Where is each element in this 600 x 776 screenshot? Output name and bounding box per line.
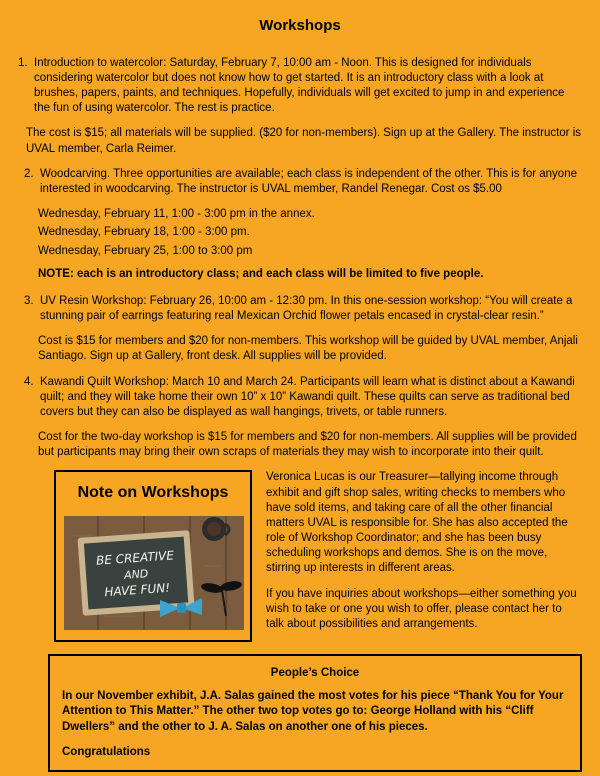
treasurer-paragraph: Veronica Lucas is our Treasurer—tallying income through exhibit and gift shop sales, writing checks to members who have sold items, and taking care of all the other financial matters UVAL is responsible for. She has also accepted the role of Workshop Coordinator; and she has been busy scheduling workshops and demos. She is on the move, stirring up interests in different areas. [266, 471, 568, 575]
workshop-1-text: Introduction to watercolor: Saturday, February 7, 10:00 am - Noon. This is designed for individuals considering watercolor but does not know how to get started. It is an introductory class with a look at brushes, papers, paints, and techniques. Hopefully, individuals will get excited to jump in and experience the fun of using watercolor. The rest is practice. [34, 56, 565, 115]
chalkboard-photo [64, 516, 244, 630]
chalk-text-line1: BE CREATIVE [95, 547, 175, 568]
item-number-4: 4. [24, 375, 34, 388]
item-number-1: 1. [18, 56, 28, 69]
peoples-choice-box [48, 654, 582, 772]
workshop-item-3 [24, 294, 582, 324]
peoples-choice-closing: Congratulations [62, 745, 151, 758]
item-number-3: 3. [24, 294, 34, 307]
peoples-choice-body: In our November exhibit, J.A. Salas gained the most votes for his piece “Thank You for Your Attention to This Matter.” The other two top votes go to: George Holland with his “Cliff Dwellers” and the other to J. A. Salas on another one of his pieces. [62, 690, 564, 733]
workshop-2-schedule-1: Wednesday, February 11, 1:00 - 3:00 pm in the annex. [38, 208, 315, 221]
note-on-workshops-box [54, 470, 252, 642]
inquiries-paragraph: If you have inquiries about workshops—either something you wish to take or one you wish to offer, please contact her to talk about possibilities and arrangements. [266, 587, 577, 630]
chalk-text-line3: HAVE FUN! [103, 580, 171, 599]
note-box-heading: Note on Workshops [77, 484, 229, 502]
chalkboard [77, 530, 194, 616]
workshop-2-text: Woodcarving. Three opportunities are available; each class is independent of the other. This is for anyone interested in woodcarving. The instructor is UVAL member, Randel Renegar. Cost os $5.00 [40, 167, 577, 195]
page-title: Workshops [259, 17, 341, 34]
workshop-item-4 [24, 375, 582, 421]
workshop-item-1 [18, 56, 582, 117]
workshop-2-note: NOTE: each is an introductory class; and each class will be limited to five people. [38, 267, 484, 280]
chalk-text-line2: AND [123, 566, 149, 582]
workshop-item-2 [24, 167, 582, 197]
note-side-text [266, 470, 582, 642]
note-on-workshops-section [54, 470, 582, 642]
workshop-3-cost: Cost is $15 for members and $20 for non-members. This workshop will be guided by UVAL member, Anjali Santiago. Sign up at Gallery, front desk. All supplies will be provided. [38, 335, 578, 363]
workshop-3-text: UV Resin Workshop: February 26, 10:00 am - 12:30 pm. In this one-session workshop: “You will create a stunning pair of earrings featuring real Mexican Orchid flower petals encased in crystal-clear resin.” [40, 294, 573, 323]
workshop-1-cost: The cost is $15; all materials will be supplied. ($20 for non-members). Sign up at the Gallery. The instructor is UVAL member, Carla Reimer. [26, 127, 582, 155]
workshop-4-cost: Cost for the two-day workshop is $15 for members and $20 for non-members. All supplies will be provided but participants may bring their own scraps of materials they may wish to incorporate into their quilt. [38, 431, 577, 459]
workshop-2-schedule-2: Wednesday, February 18, 1:00 - 3:00 pm. [38, 226, 250, 239]
peoples-choice-heading: People’s Choice [270, 667, 360, 680]
item-number-2: 2. [24, 167, 34, 180]
workshop-2-schedule-3: Wednesday, February 25, 1:00 to 3:00 pm [38, 244, 253, 257]
workshop-4-text: Kawandi Quilt Workshop: March 10 and March 24. Participants will learn what is distinct about a Kawandi quilt; and they will take home their own 10” x 10” Kawandi quilt. These quilts can serve as traditional bed covers but they can also be displayed as wall hangings, trivets, or table runners. [40, 375, 575, 418]
